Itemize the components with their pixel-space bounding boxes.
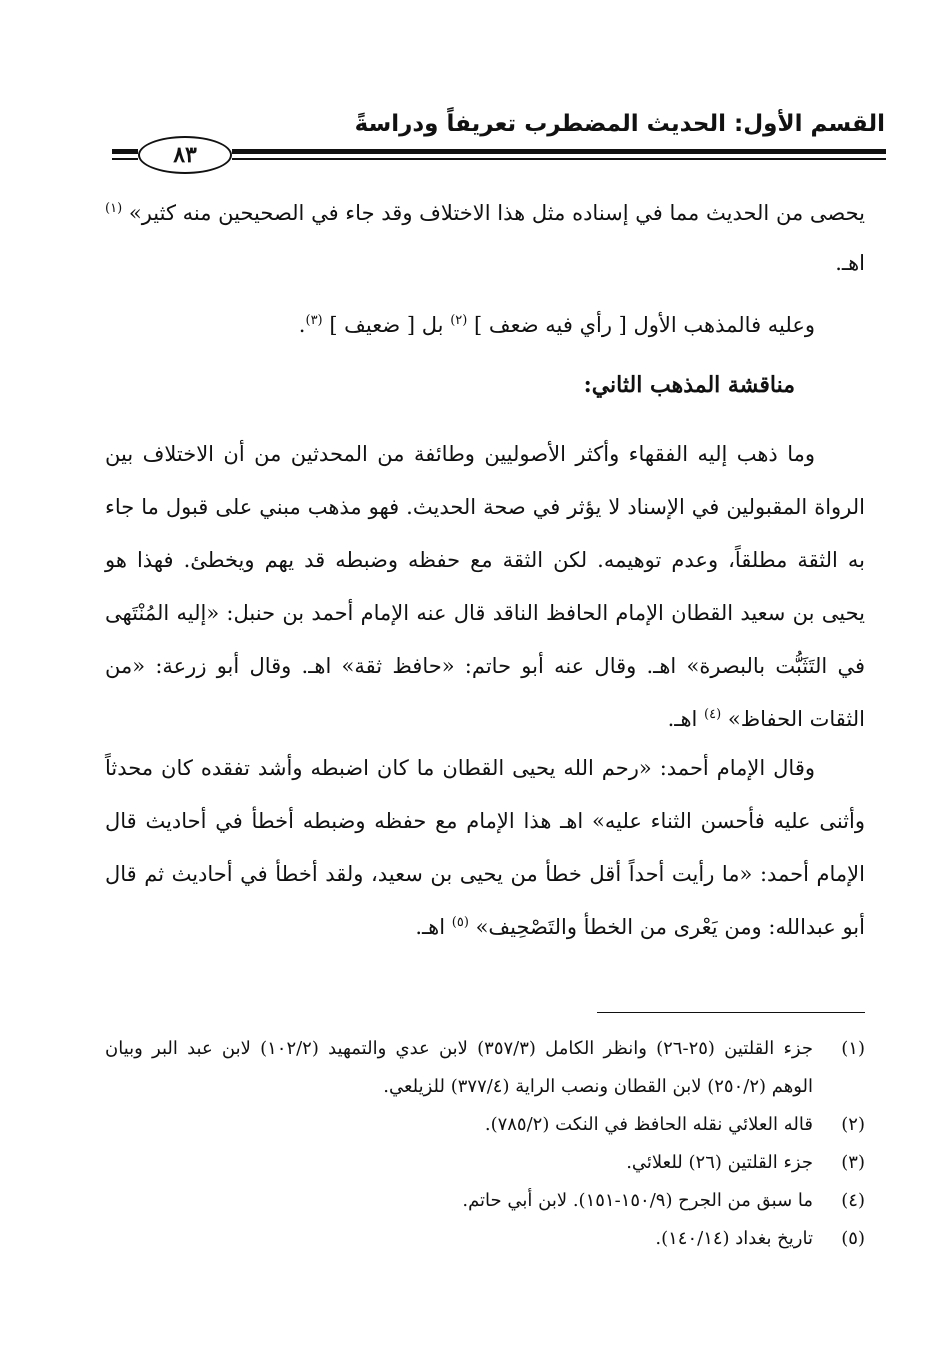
paragraph-text: وقال الإمام أحمد: «رحم الله يحيى القطان ما كان اضبطه وأشد تفقده كان محدثاً وأثنى عليه فأحسن الثناء عليه» اهـ هذا الإمام مع حفظه وضبطه أخطأ في أحاديث قال الإمام أحمد: «ما رأيت أحداً أقل خطأ من يحيى بن سعيد، ولقد أخطأ في أحاديث ثم قال أبو عبدالله: ومن يَعْرى من الخطأ والتَصْحِيف»: [105, 756, 865, 939]
footnote-ref: (٣): [305, 313, 323, 328]
footnote-text: تاريخ بغداد (١٤٠/١٤).: [655, 1228, 813, 1249]
footnote-number: (١): [841, 1038, 865, 1059]
paragraph-continuation: [105, 188, 865, 288]
paragraph-text: يحصى من الحديث مما في إسناده مثل هذا الاختلاف وقد جاء في الصحيحين منه كثير»: [128, 201, 865, 225]
header-rule-left-thin: [112, 158, 138, 160]
paragraph-end: .: [298, 313, 306, 337]
footnote-separator: [597, 1012, 865, 1013]
footnote-ref: (٢): [450, 313, 468, 328]
footnote-number: (٤): [841, 1190, 865, 1211]
header-rule-thick: [232, 149, 886, 154]
footnote-item: [105, 1030, 865, 1106]
footnote-ref: (١): [105, 201, 123, 216]
footnotes: [105, 1030, 865, 1258]
footnote-text: جزء القلتين (٢٦) للعلائي.: [626, 1152, 813, 1173]
paragraph-discussion: [105, 428, 865, 746]
footnote-text: قاله العلائي نقله الحافظ في النكت (٧٨٥/٢).: [484, 1114, 813, 1135]
running-header-title: القسم الأول: الحديث المضطرب تعريفاً ودراسةً: [354, 111, 885, 137]
header-rule-left-thick: [112, 149, 138, 154]
footnote-number: (٣): [841, 1152, 865, 1173]
page-number-text: ٨٣: [173, 142, 197, 168]
footnote-item: [105, 1182, 865, 1220]
paragraph-end: اهـ.: [415, 915, 452, 939]
footnote-text: ما سبق من الجرح (١٥٠/٩-١٥١). لابن أبي حاتم.: [462, 1190, 813, 1211]
paragraph-quote: [105, 742, 865, 954]
footnote-number: (٢): [841, 1114, 865, 1135]
footnote-ref: (٤): [704, 707, 722, 722]
footnote-number: (٥): [841, 1228, 865, 1249]
footnote-text: جزء القلتين (٢٥-٢٦) وانظر الكامل (٣٥٧/٣) لابن عدي والتمهيد (١٠٢/٢) لابن عبد البر وبيان الوهم (٢٥٠/٢) لابن القطان ونصب الراية (٣٧٧/٤) للزيلعي.: [105, 1038, 813, 1097]
footnote-item: [105, 1220, 865, 1258]
paragraph-text: وعليه فالمذهب الأول [ رأي فيه ضعف ]: [474, 313, 815, 337]
header-rule-thin: [232, 158, 886, 160]
footnote-item: [105, 1106, 865, 1144]
footnote-ref: (٥): [451, 915, 469, 930]
paragraph-end: اهـ.: [835, 251, 865, 275]
paragraph-end: اهـ.: [667, 707, 705, 731]
paragraph-conclusion: [105, 300, 865, 350]
paragraph-text: بل [ ضعيف ]: [329, 313, 451, 337]
page-number: [138, 136, 232, 174]
section-heading: مناقشة المذهب الثاني:: [583, 372, 795, 398]
footnote-item: [105, 1144, 865, 1182]
paragraph-text: وما ذهب إليه الفقهاء وأكثر الأصوليين وطائفة من المحدثين من أن الاختلاف بين الرواة المقبولين في الإسناد لا يؤثر في صحة الحديث. فهو مذهب مبني على قبول ما جاء به الثقة مطلقاً، وعدم توهيمه. لكن الثقة مع حفظه وضبطه قد يهم ويخطئ. فهذا هو يحيى بن سعيد القطان الإمام الحافظ الناقد قال عنه الإمام أحمد بن حنبل: «إليه المُنْتَهى في التَثَبُّت بالبصرة» اهـ. وقال عنه أبو حاتم: «حافظ ثقة» اهـ. وقال أبو زرعة: «من الثقات الحفاظ»: [105, 442, 865, 731]
